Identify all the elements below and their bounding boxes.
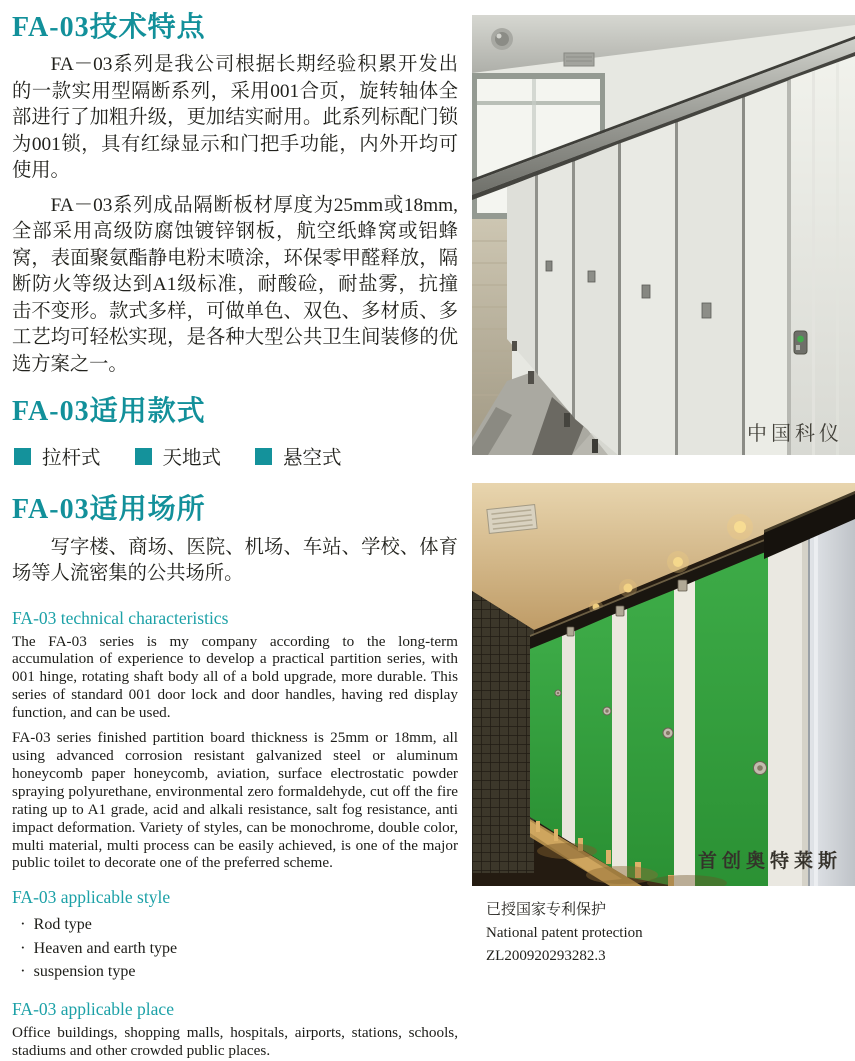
section-title-en-style: FA-03 applicable style xyxy=(12,887,171,908)
mosaic-wall xyxy=(472,591,534,873)
photo-toilet-partitions-green xyxy=(472,483,855,886)
list-item-label: Rod type xyxy=(33,916,92,934)
photo1-watermark: 中国科仪 xyxy=(747,423,843,445)
style-bullet-row xyxy=(14,442,458,470)
zh-tech-paragraph-2: FA－03系列成品隔断板材厚度为25mm或18mm,全部采用高级防腐蚀镀锌钢板，航空纸蜂窝或铝蜂窝，表面聚氨酯静电粉末喷涂，环保零甲醛释放，隔断防火等级达到A1级标准，耐酸硷，耐盐雾，抗撞击不变形。款式多样，可做单色、双色、多材质、多工艺均可轻松实现，是各种大型公共卫生间装修的优选方案之一。 xyxy=(12,194,458,375)
patent-caption-en: National patent protection xyxy=(486,925,643,941)
section-title-zh-places: FA-03适用场所 xyxy=(12,494,206,526)
style-item-label: 天地式 xyxy=(162,448,222,470)
section-title-zh-styles: FA-03适用款式 xyxy=(12,396,206,428)
list-item-label: suspension type xyxy=(33,963,136,981)
bullet-dot-icon: · xyxy=(20,961,26,981)
patent-number: ZL200920293282.3 xyxy=(486,948,606,964)
style-item-label: 悬空式 xyxy=(283,448,342,470)
text-column xyxy=(12,12,458,1060)
en-tech-paragraph-2: FA-03 series finished partition board thickness is 25mm or 18mm, all using advanced corrosion resistant galvanized steel or aluminum honeycomb paper honeycomb, aviation, surface electrostatic powder spraying polyurethane, environmental zero formaldehyde, cut off the fire rating up to A1 grade, acid and alkali resistance, salt fog resistance, anti impact deformation. Variety of styles, can be monochrome, double color, multi material, multi process can be easily achieved, is one of the major public toilet to decorate one of the preferred scheme. xyxy=(12,729,458,872)
teal-square-icon xyxy=(255,448,272,465)
bullet-dot-icon: · xyxy=(20,937,26,957)
photo2-illustration xyxy=(472,483,855,886)
list-item-label: Heaven and earth type xyxy=(33,939,178,957)
section-title-zh-tech: FA-03技术特点 xyxy=(12,12,206,43)
patent-caption-zh: 已授国家专利保护 xyxy=(486,902,607,918)
zh-places-paragraph: 写字楼、商场、医院、机场、车站、学校、体育场等人流密集的公共场所。 xyxy=(12,536,458,585)
zh-tech-paragraph-1: FA－03系列是我公司根据长期经验积累开发出的一款实用型隔断系列，采用001合页，旋转轴体全部进行了加粗升级，更加结实耐用。此系列标配门锁为001锁，具有红绿显示和门把手功能，内外开均可使用。 xyxy=(12,54,458,182)
list-item xyxy=(20,913,458,937)
en-place-paragraph: Office buildings, shopping malls, hospitals, airports, stations, schools, stadiums and other crowded public places. xyxy=(12,1023,458,1059)
teal-square-icon xyxy=(135,448,152,465)
list-item xyxy=(20,937,458,961)
ceiling-vent xyxy=(487,505,537,534)
section-title-en-place: FA-03 applicable place xyxy=(12,998,174,1019)
section-title-en-tech: FA-03 technical characteristics xyxy=(12,607,229,628)
photo-toilet-partitions-white xyxy=(472,15,855,455)
bullet-dot-icon: · xyxy=(20,914,26,934)
patent-caption xyxy=(486,899,855,968)
en-style-list xyxy=(20,913,458,984)
style-item-suspension xyxy=(255,442,342,470)
photo1-illustration xyxy=(472,15,855,455)
photo-column xyxy=(472,15,855,968)
door-lock-indicator xyxy=(794,331,807,354)
list-item xyxy=(20,960,458,984)
en-tech-paragraph-1: The FA-03 series is my company according to the long-term accumulation of experience to develop a practical partition series, with 001 hinge, rotating shaft body all of a bold upgrade, more durable. This series of standard 001 door lock and door handles, having red display function, and can be used. xyxy=(12,632,458,722)
teal-square-icon xyxy=(14,448,31,465)
style-item-rod xyxy=(14,442,101,470)
style-item-label: 拉杆式 xyxy=(42,448,101,470)
style-item-heaven-earth xyxy=(135,442,222,470)
photo2-watermark: 首创奥特莱斯 xyxy=(697,851,842,872)
